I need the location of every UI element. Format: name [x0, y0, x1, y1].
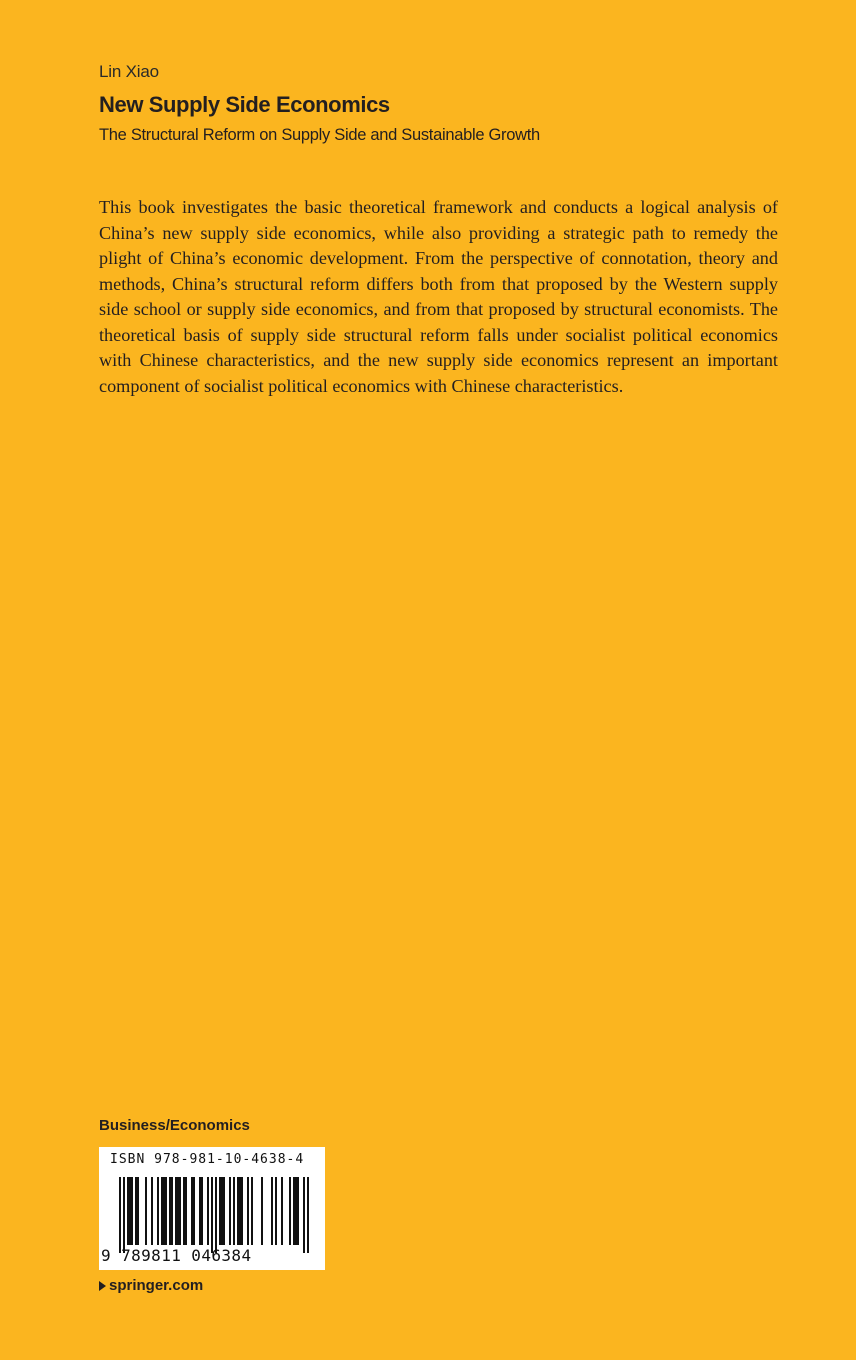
- book-description: This book investigates the basic theoretical framework and conducts a logical analysis of China’s new supply side economics, while also providing a strategic path to remedy the plight of China’s economic development. From the perspective of connotation, theory and methods, China’s structural reform differs both from that proposed by the Western supply side school or supply side economics, and from that proposed by structural economists. The theoretical basis of supply side structural reform falls under socialist political economics with Chinese characteristics, and the new supply side economics represent an important component of socialist political economics with Chinese characteristics.: [99, 197, 778, 396]
- book-subtitle: The Structural Reform on Supply Side and Sustainable Growth: [99, 126, 540, 144]
- barcode-bar: [219, 1177, 221, 1245]
- barcode-bar: [247, 1177, 249, 1245]
- barcode-bar: [307, 1177, 309, 1253]
- barcode-bar: [293, 1177, 295, 1245]
- barcode-bar: [157, 1177, 159, 1245]
- barcode-bar: [123, 1177, 125, 1253]
- barcode-digits: 9 789811 046384: [101, 1246, 252, 1265]
- barcode-bar: [161, 1177, 163, 1245]
- barcode-bar: [135, 1177, 137, 1245]
- barcode-bar: [175, 1177, 177, 1245]
- barcode-bar: [221, 1177, 223, 1245]
- barcode-bar: [185, 1177, 187, 1245]
- barcode-bar: [179, 1177, 181, 1245]
- publisher-link[interactable]: [99, 1277, 203, 1294]
- barcode-bar: [271, 1177, 273, 1245]
- barcode-bar: [165, 1177, 167, 1245]
- barcode-bar: [191, 1177, 193, 1245]
- isbn-label: ISBN 978-981-10-4638-4: [110, 1152, 305, 1167]
- book-title: New Supply Side Economics: [99, 92, 390, 117]
- barcode-bar: [163, 1177, 165, 1245]
- author-name: Lin Xiao: [99, 62, 159, 81]
- barcode-bar: [275, 1177, 277, 1245]
- barcode-bar: [207, 1177, 209, 1245]
- barcode-bars: [99, 1175, 325, 1253]
- barcode-bar: [169, 1177, 171, 1245]
- barcode-bar: [233, 1177, 235, 1245]
- barcode-bar: [239, 1177, 241, 1245]
- barcode-bar: [281, 1177, 283, 1245]
- isbn-barcode: [99, 1147, 325, 1270]
- barcode-bar: [145, 1177, 147, 1245]
- barcode-bar: [131, 1177, 133, 1245]
- barcode-bar: [237, 1177, 239, 1245]
- barcode-bar: [211, 1177, 213, 1253]
- barcode-bar: [251, 1177, 253, 1245]
- barcode-bar: [137, 1177, 139, 1245]
- barcode-bar: [303, 1177, 305, 1253]
- barcode-bar: [297, 1177, 299, 1245]
- barcode-bar: [229, 1177, 231, 1245]
- barcode-bar: [193, 1177, 195, 1245]
- publisher-link-label: springer.com: [109, 1277, 204, 1294]
- subject-category: Business/Economics: [99, 1117, 250, 1134]
- barcode-bar: [199, 1177, 201, 1245]
- barcode-bar: [223, 1177, 225, 1245]
- barcode-bar: [201, 1177, 203, 1245]
- barcode-bar: [183, 1177, 185, 1245]
- barcode-bar: [261, 1177, 263, 1245]
- barcode-bar: [171, 1177, 173, 1245]
- barcode-bar: [177, 1177, 179, 1245]
- arrow-right-icon: [99, 1281, 106, 1291]
- barcode-bar: [289, 1177, 291, 1245]
- barcode-bar: [129, 1177, 131, 1245]
- barcode-bar: [241, 1177, 243, 1245]
- barcode-bar: [215, 1177, 217, 1253]
- barcode-bar: [127, 1177, 129, 1245]
- barcode-bar: [119, 1177, 121, 1253]
- barcode-bar: [295, 1177, 297, 1245]
- barcode-bar: [151, 1177, 153, 1245]
